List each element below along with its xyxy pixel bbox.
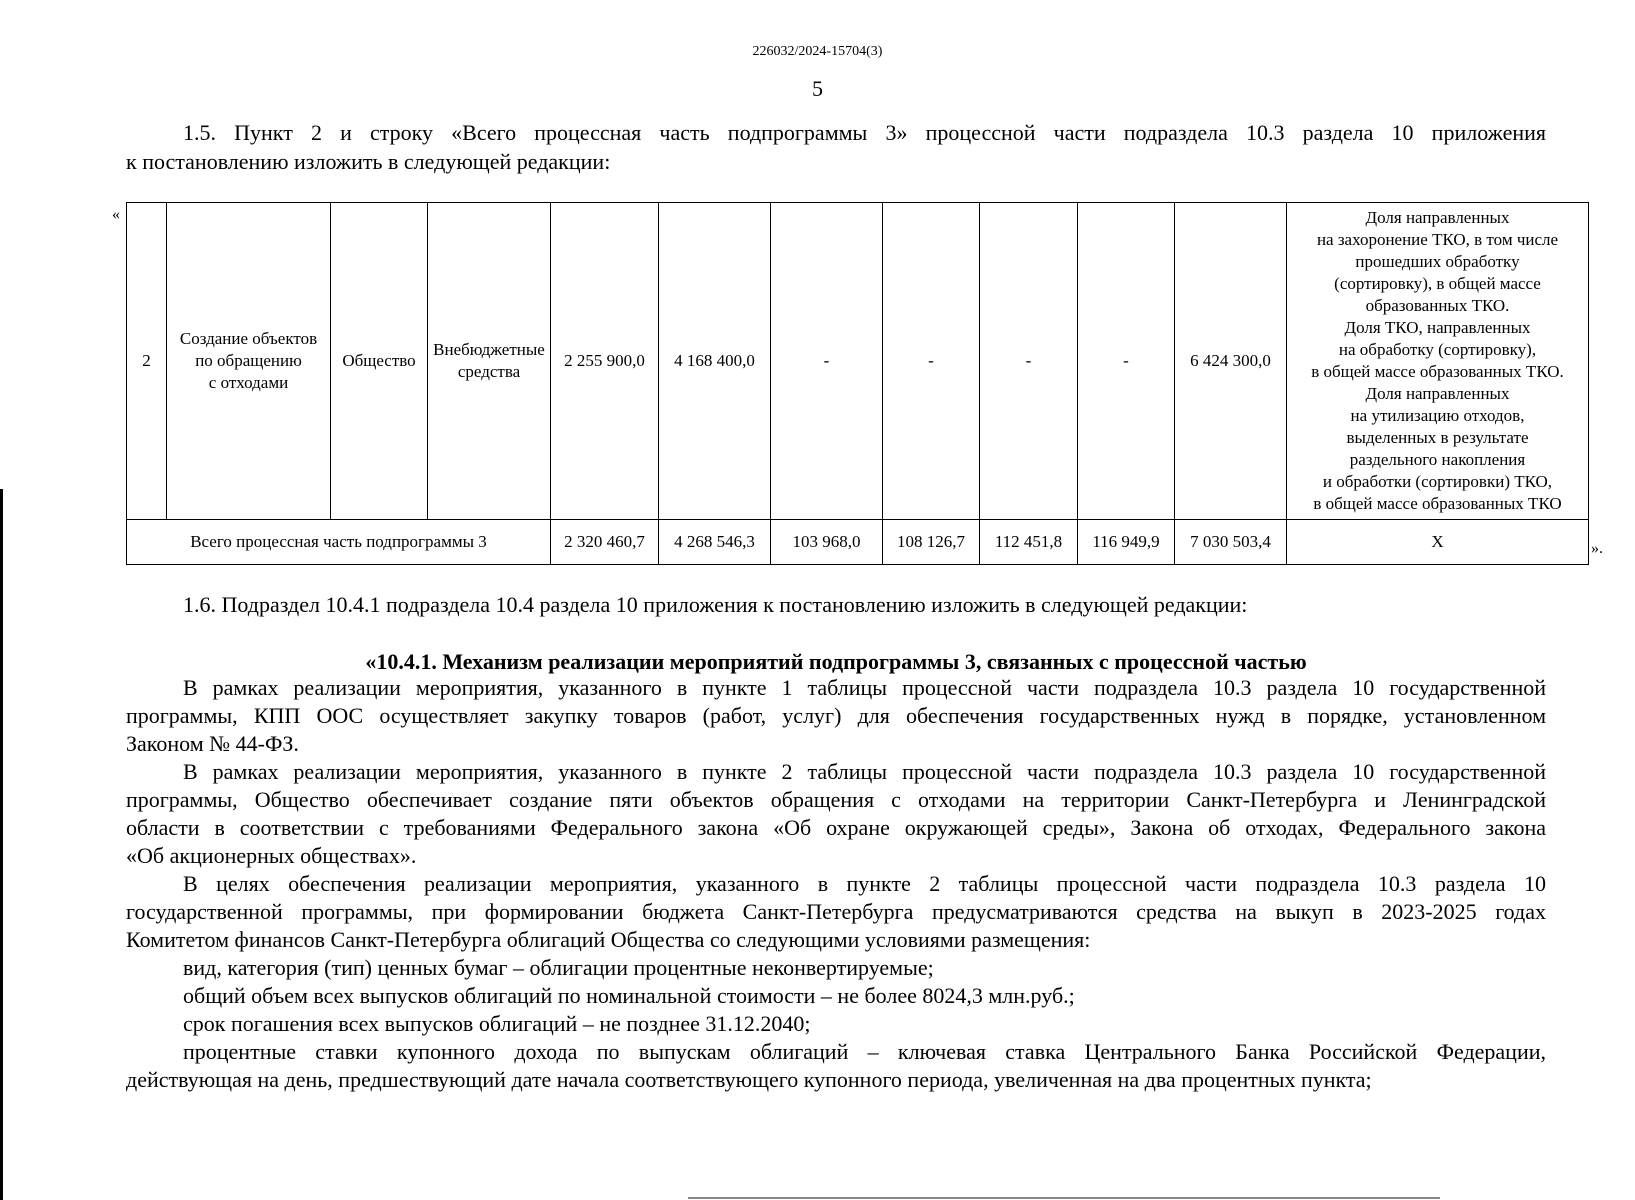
paragraph-line: «Об акционерных обществах». — [126, 843, 417, 868]
paragraph-line: В рамках реализации мероприятия, указанного в пункте 2 таблицы процессной части подраздела 10.3 раздела 10 государственной — [183, 759, 1546, 784]
total-row — [127, 520, 1589, 565]
paragraph-line: процентные ставки купонного дохода по выпускам облигаций – ключевая ставка Центрального Банка Российской Федерации, — [183, 1039, 1546, 1064]
total-value: 116 949,9 — [1078, 520, 1175, 565]
total-value: 112 451,8 — [980, 520, 1078, 565]
condition-item: вид, категория (тип) ценных бумаг – облигации процентные неконвертируемые; — [183, 955, 934, 980]
paragraph-line: Законом № 44-ФЗ. — [126, 731, 299, 756]
total-value: 103 968,0 — [771, 520, 883, 565]
total-value: 4 268 546,3 — [659, 520, 771, 565]
value-cell: 2 255 900,0 — [551, 203, 659, 520]
value-cell: - — [1078, 203, 1175, 520]
executor: Общество — [331, 203, 428, 520]
indicators-cell: Доля направленных на захоронение ТКО, в том числе прошедших обработку (сортировку), в общей массе образованных ТКО. Доля ТКО, направленных на обработку (сортировку), в общей массе образованных ТКО. Доля направленных на утилизацию отходов, выделенных в результате раздельного накопления и обработки (сортировки) ТКО, в общей массе образованных ТКО — [1287, 203, 1589, 520]
paragraph-line: Комитетом финансов Санкт-Петербурга облигаций Общества со следующими условиями размещения: — [126, 927, 1091, 952]
paragraph-line: В целях обеспечения реализации мероприятия, указанного в пункте 2 таблицы процессной части подраздела 10.3 раздела 10 — [183, 871, 1546, 896]
scan-edge — [0, 489, 3, 1200]
paragraph-line: действующая на день, предшествующий дате начала соответствующего купонного периода, увеличенная на два процентных пункта; — [126, 1067, 1372, 1092]
para-1-5-line: 1.5. Пункт 2 и строку «Всего процессная часть подпрограммы 3» процессной части подраздела 10.3 раздела 10 приложения — [183, 120, 1546, 145]
value-cell: - — [883, 203, 980, 520]
paragraph-line: государственной программы, при формировании бюджета Санкт-Петербурга предусматриваются средства на выкуп в 2023-2025 годах — [126, 899, 1546, 924]
scan-artifact-line — [688, 1197, 1440, 1199]
condition-item: срок погашения всех выпусков облигаций – не позднее 31.12.2040; — [183, 1011, 811, 1036]
program-table — [126, 202, 1589, 565]
paragraph-line: программы, КПП ООС осуществляет закупку товаров (работ, услуг) для обеспечения государственных нужд в порядке, установленном — [126, 703, 1546, 728]
document-number: 226032/2024-15704(3) — [752, 44, 883, 59]
condition-item: общий объем всех выпусков облигаций по номинальной стоимости – не более 8024,3 млн.руб.; — [183, 983, 1075, 1008]
funding-source: Внебюджетные средства — [428, 203, 551, 520]
para-1-5-line: к постановлению изложить в следующей редакции: — [126, 149, 611, 174]
row-number: 2 — [127, 203, 167, 520]
total-label: Всего процессная часть подпрограммы 3 — [127, 520, 551, 565]
para-1-6: 1.6. Подраздел 10.4.1 подраздела 10.4 раздела 10 приложения к постановлению изложить в следующей редакции: — [183, 592, 1248, 617]
table-row — [127, 203, 1589, 520]
activity-name: Создание объектов по обращению с отходами — [167, 203, 331, 520]
value-cell: 6 424 300,0 — [1175, 203, 1287, 520]
page-number: 5 — [812, 76, 823, 101]
open-quote: « — [112, 206, 120, 223]
total-value: 2 320 460,7 — [551, 520, 659, 565]
paragraph-line: программы, Общество обеспечивает создание пяти объектов обращения с отходами на территории Санкт-Петербурга и Ленинградской — [126, 787, 1546, 812]
close-quote: ». — [1591, 540, 1603, 557]
paragraph-line: области в соответствии с требованиями Федерального закона «Об охране окружающей среды», Закона об отходах, Федерального закона — [126, 815, 1546, 840]
total-value: 7 030 503,4 — [1175, 520, 1287, 565]
value-cell: - — [980, 203, 1078, 520]
value-cell: - — [771, 203, 883, 520]
paragraph-line: В рамках реализации мероприятия, указанного в пункте 1 таблицы процессной части подраздела 10.3 раздела 10 государственной — [183, 675, 1546, 700]
total-indicators: X — [1287, 520, 1589, 565]
value-cell: 4 168 400,0 — [659, 203, 771, 520]
section-heading: «10.4.1. Механизм реализации мероприятий подпрограммы 3, связанных с процессной частью — [365, 649, 1307, 674]
total-value: 108 126,7 — [883, 520, 980, 565]
